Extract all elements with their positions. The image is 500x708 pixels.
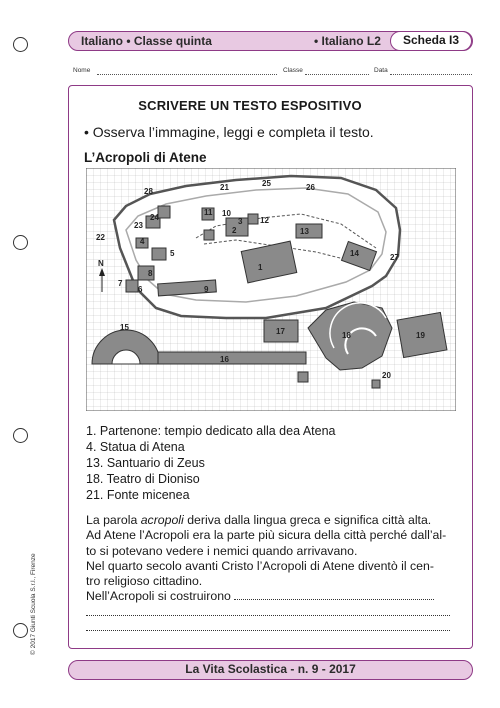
acropolis-map (86, 168, 456, 411)
map-number: 22 (96, 233, 105, 242)
binder-hole (13, 623, 28, 638)
map-number: 3 (238, 217, 243, 226)
date-label: Data (374, 67, 388, 74)
text-line: Nell’Acropoli si costruirono (86, 589, 466, 604)
map-number: 7 (118, 279, 123, 288)
map-number: 20 (382, 371, 391, 380)
legend-item: 13. Santuario di Zeus (86, 456, 205, 470)
map-number: 27 (390, 253, 399, 262)
text-line: La parola acropoli deriva dalla lingua greca e significa città alta. (86, 513, 432, 527)
subtitle: L’Acropoli di Atene (84, 150, 207, 165)
map-number: 21 (220, 183, 229, 192)
map-number: 4 (140, 237, 145, 246)
map-number: 24 (150, 213, 159, 222)
map-legend (86, 423, 336, 503)
map-number: 15 (120, 323, 129, 332)
building-7 (126, 280, 138, 292)
text-line: Ad Atene l’Acropoli era la parte più sicura della città perché dall’al- (86, 528, 447, 543)
legend-item: 18. Teatro di Dioniso (86, 472, 200, 486)
class-field[interactable] (305, 74, 369, 75)
building-12 (248, 214, 258, 224)
legend-item: 4. Statua di Atena (86, 440, 185, 454)
map-number: 16 (220, 355, 229, 364)
legend-item: 1. Partenone: tempio dedicato alla dea Atena (86, 424, 336, 438)
name-field[interactable] (97, 74, 277, 75)
instruction: • Osserva l’immagine, leggi e completa il testo. (84, 124, 374, 140)
footer-bar: La Vita Scolastica - n. 9 - 2017 (68, 660, 473, 680)
map-number: 23 (134, 221, 143, 230)
text-line: tro religioso cittadino. (86, 574, 203, 589)
map-number: 28 (144, 187, 153, 196)
building-20 (298, 372, 308, 382)
text-line: Nel quarto secolo avanti Cristo l’Acropoli di Atene diventò il cen- (86, 558, 434, 573)
erechtheion-building (226, 218, 248, 236)
text-line (86, 620, 466, 635)
building-24 (158, 206, 170, 218)
date-field[interactable] (390, 74, 472, 75)
answer-line[interactable] (234, 598, 434, 600)
map-number: 8 (148, 269, 153, 278)
header-bar (68, 31, 473, 51)
worksheet-title: SCRIVERE UN TESTO ESPOSITIVO (138, 98, 362, 113)
building-5 (152, 248, 166, 260)
map-number: 13 (300, 227, 309, 236)
text-line (86, 605, 466, 620)
binder-hole (13, 428, 28, 443)
expository-text (86, 513, 466, 635)
emphasized-word: acropoli (140, 513, 184, 527)
map-number: 17 (276, 327, 285, 336)
class-label: Classe (283, 67, 303, 74)
answer-line[interactable] (86, 614, 450, 616)
subject-label: Italiano • Classe quinta (81, 34, 212, 48)
name-label: Nome (73, 67, 91, 74)
answer-line[interactable] (86, 629, 450, 631)
map-number: 18 (342, 331, 351, 340)
map-number: 5 (170, 249, 175, 258)
map-number: 9 (204, 285, 209, 294)
level-label: • Italiano L2 (314, 34, 381, 48)
sheet-label: Scheda I3 (390, 31, 472, 51)
binder-hole (13, 235, 28, 250)
building-20b (372, 380, 380, 388)
map-number: 12 (260, 216, 269, 225)
binder-hole (13, 37, 28, 52)
map-number: 19 (416, 331, 425, 340)
stoa-eumenes (158, 352, 306, 364)
map-number: 25 (262, 179, 271, 188)
map-number: 2 (232, 226, 237, 235)
legend-item: 21. Fonte micenea (86, 488, 190, 502)
map-number: 10 (222, 209, 231, 218)
copyright: © 2017 Giunti Scuola S.r.l., Firenze (30, 553, 37, 655)
building-3 (204, 230, 214, 240)
map-number: 6 (138, 285, 143, 294)
map-number: 11 (204, 208, 213, 217)
north-label: N (98, 259, 104, 268)
text-line: to si potevano vedere i nemici quando arrivavano. (86, 543, 358, 558)
map-number: 26 (306, 183, 315, 192)
map-number: 1 (258, 263, 263, 272)
map-number: 14 (350, 249, 359, 258)
